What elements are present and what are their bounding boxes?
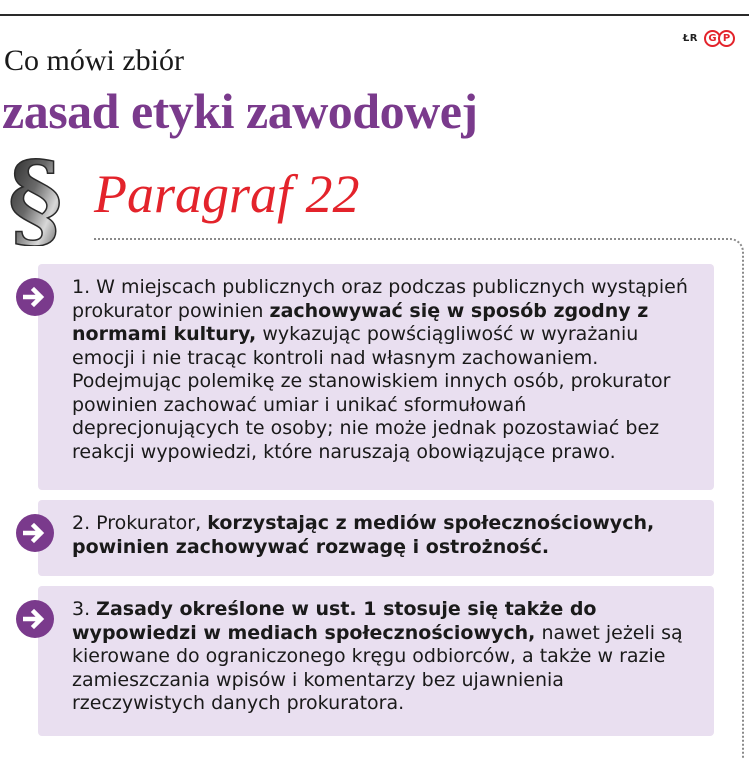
rule-item-text-part: 3.	[72, 598, 97, 620]
logo-letter-g: G	[704, 30, 721, 47]
rule-item-text-part: 2. Prokurator,	[72, 512, 208, 534]
rule-item-3	[38, 586, 714, 736]
arrow-right-circle-icon	[16, 514, 54, 552]
rule-item-text-part: nawet jeżeli są kierowane do ograniczonego kręgu odbiorców, a także w razie zamieszczania wpisów i komentarzy bez ujawnienia rzeczywistych danych prokuratora.	[72, 621, 683, 714]
credit	[683, 30, 735, 47]
paragraph-title: Paragraf 22	[94, 164, 360, 224]
rule-item-text	[72, 512, 698, 559]
rule-item-text-bold: Zasady określone w ust. 1 stosuje się także do wypowiedzi w mediach społecznościowych,	[72, 598, 597, 644]
rule-item-text-bold: korzystając z mediów społecznościowych, powinien zachowywać rozwagę i ostrożność.	[72, 512, 655, 558]
section-sign-icon	[6, 148, 86, 246]
logo-letter-p: P	[718, 30, 735, 47]
arrow-right-circle-icon	[16, 278, 54, 316]
rule-item-text-part: 1. W miejscach publicznych oraz podczas publicznych wystąpień prokurator powinien	[72, 276, 688, 322]
rule-item-2	[38, 500, 714, 576]
svg-text:§: §	[8, 148, 63, 246]
rule-item-text	[72, 598, 698, 716]
headline-line-1: Co mówi zbiór	[4, 44, 184, 77]
rule-item-text-part: wykazując powściągliwość w wyrażaniu emocji i nie tracąc kontroli nad własnym zachowaniem. Podejmując polemikę ze stanowiskiem innych osób, prokurator powinien zachować umiar i unikać sformułowań deprecjonujących te osoby; nie może jednak pozostawiać bez reakcji wypowiedzi, które naruszają obowiązujące prawo.	[72, 323, 671, 463]
headline-line-2: zasad etyki zawodowej	[2, 83, 478, 139]
gp-logo-icon	[704, 30, 735, 47]
top-rule	[0, 14, 749, 16]
arrow-right-circle-icon	[16, 600, 54, 638]
rule-item-text-bold: zachowywać się w sposób zgodny z normami kultury,	[72, 299, 649, 345]
rule-item-text	[72, 276, 698, 464]
rule-item-1	[38, 264, 714, 490]
credit-initials: ŁR	[682, 33, 698, 44]
